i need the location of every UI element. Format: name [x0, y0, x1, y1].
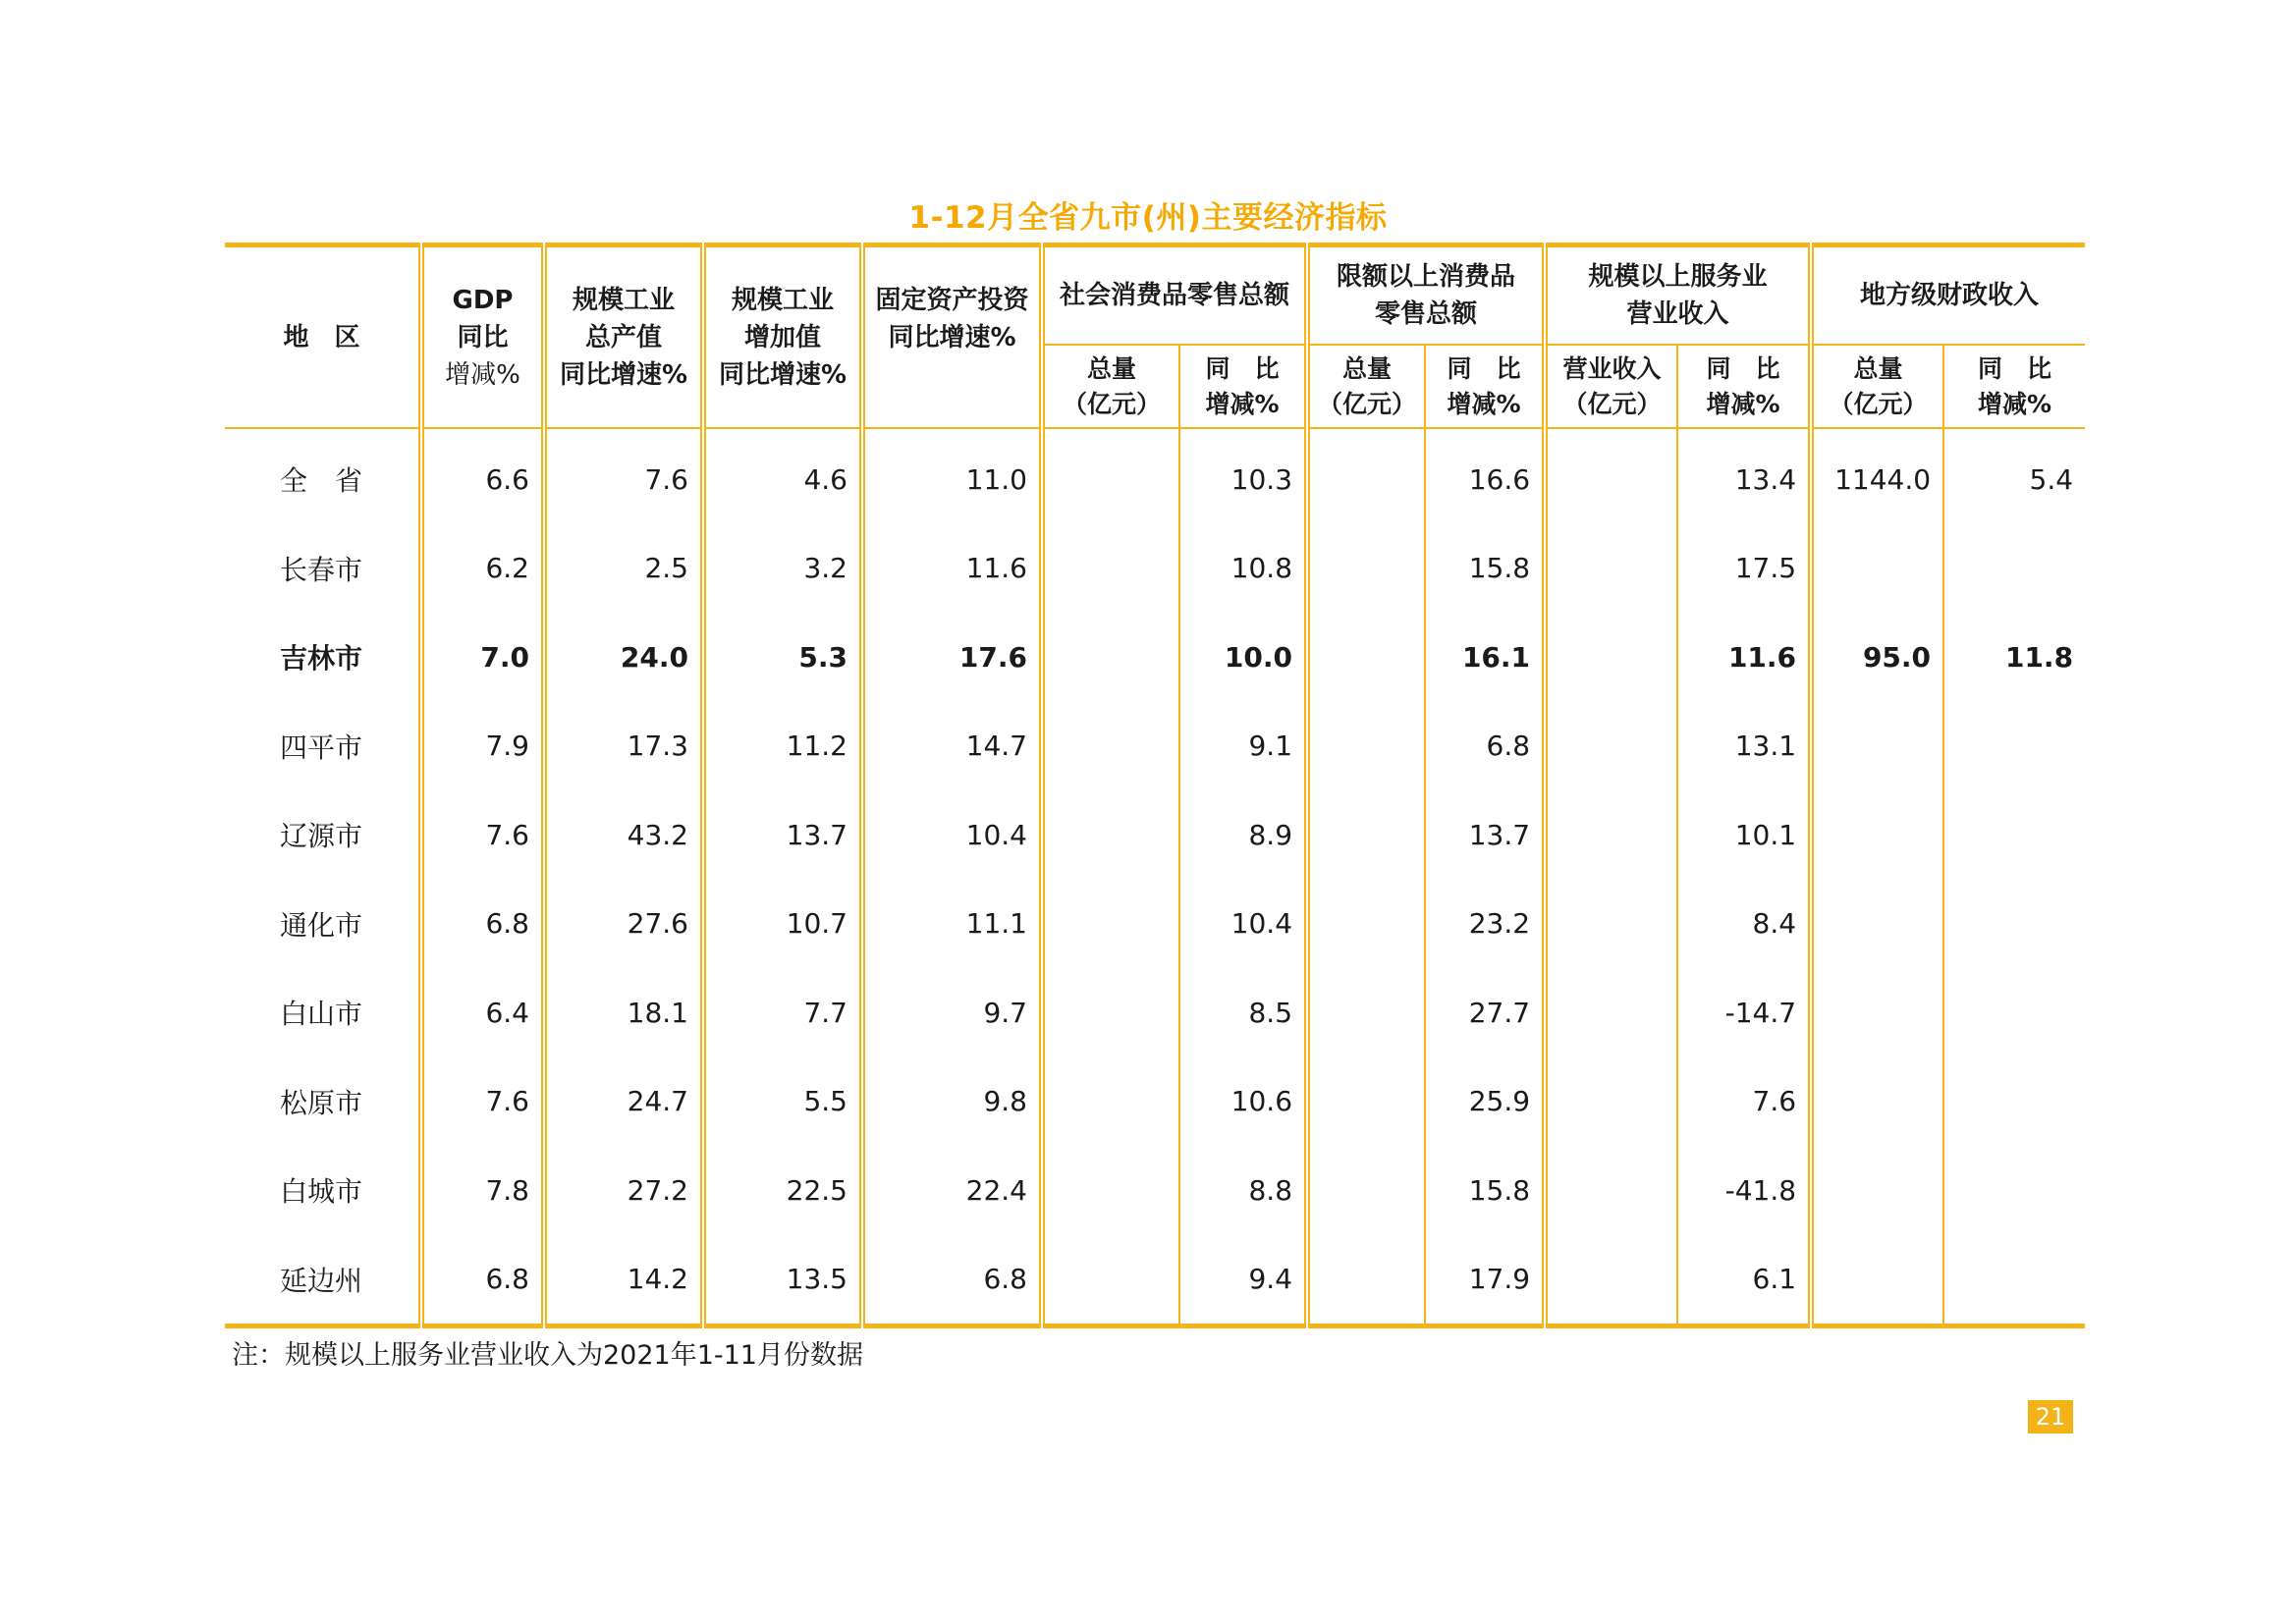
subheader-total: 总量 （亿元）: [1307, 345, 1425, 428]
value-cell-fiscal-total: [1811, 790, 1943, 880]
value-cell-fiscal-total: [1811, 1235, 1943, 1326]
value-cell-gdp: 7.9: [421, 702, 544, 791]
region-cell: 白城市: [225, 1146, 421, 1235]
value-cell-fiscal-total: [1811, 1146, 1943, 1235]
table-row: [225, 428, 2085, 524]
value-cell-retail-total: [1042, 1057, 1179, 1147]
value-cell-retail-yoy: 8.8: [1179, 1146, 1307, 1235]
value-cell-retail-yoy: 9.1: [1179, 702, 1307, 791]
table-row: [225, 1235, 2085, 1326]
value-cell-retail-yoy: 10.0: [1179, 613, 1307, 702]
value-cell-above-yoy: 27.7: [1425, 968, 1545, 1057]
value-cell-fiscal-total: [1811, 968, 1943, 1057]
value-cell-fiscal-yoy: [1943, 790, 2085, 880]
table-row: [225, 702, 2085, 791]
page-title: 1-12月全省九市(州)主要经济指标: [908, 200, 1388, 236]
subheader-total: 总量 （亿元）: [1042, 345, 1179, 428]
value-cell-ind-value: 10.7: [703, 880, 862, 969]
value-cell-fixed-inv: 22.4: [862, 1146, 1042, 1235]
value-cell-ind-value: 3.2: [703, 524, 862, 614]
value-cell-ind-output: 2.5: [544, 524, 703, 614]
value-cell-svc-yoy: 10.1: [1677, 790, 1811, 880]
value-cell-ind-output: 43.2: [544, 790, 703, 880]
value-cell-gdp: 7.8: [421, 1146, 544, 1235]
value-cell-retail-total: [1042, 1235, 1179, 1326]
value-cell-gdp: 6.8: [421, 1235, 544, 1326]
value-cell-ind-output: 27.6: [544, 880, 703, 969]
value-cell-svc-revenue: [1545, 428, 1677, 524]
table-row: [225, 524, 2085, 614]
value-cell-retail-total: [1042, 524, 1179, 614]
value-cell-svc-revenue: [1545, 613, 1677, 702]
value-cell-ind-value: 22.5: [703, 1146, 862, 1235]
value-cell-fiscal-yoy: [1943, 524, 2085, 614]
value-cell-gdp: 7.6: [421, 790, 544, 880]
value-cell-fiscal-yoy: 11.8: [1943, 613, 2085, 702]
value-cell-svc-yoy: 13.4: [1677, 428, 1811, 524]
header-gdp: GDP 同比 增减%: [421, 245, 544, 429]
value-cell-fiscal-yoy: [1943, 880, 2085, 969]
value-cell-above-total: [1307, 1146, 1425, 1235]
value-cell-retail-yoy: 10.4: [1179, 880, 1307, 969]
value-cell-svc-yoy: 11.6: [1677, 613, 1811, 702]
value-cell-fiscal-yoy: [1943, 702, 2085, 791]
region-cell: 松原市: [225, 1057, 421, 1147]
value-cell-above-total: [1307, 1235, 1425, 1326]
region-cell: 长春市: [225, 524, 421, 614]
value-cell-ind-value: 11.2: [703, 702, 862, 791]
region-cell: 吉林市: [225, 613, 421, 702]
value-cell-ind-value: 5.5: [703, 1057, 862, 1147]
value-cell-fixed-inv: 10.4: [862, 790, 1042, 880]
value-cell-above-yoy: 16.1: [1425, 613, 1545, 702]
value-cell-above-yoy: 16.6: [1425, 428, 1545, 524]
subheader-yoy: 同 比 增减%: [1677, 345, 1811, 428]
value-cell-svc-yoy: 13.1: [1677, 702, 1811, 791]
value-cell-retail-total: [1042, 790, 1179, 880]
header-fixed-investment: 固定资产投资 同比增速%: [862, 245, 1042, 429]
table-row: [225, 1057, 2085, 1147]
value-cell-above-yoy: 17.9: [1425, 1235, 1545, 1326]
header-industrial-value-added: 规模工业 增加值 同比增速%: [703, 245, 862, 429]
value-cell-ind-output: 17.3: [544, 702, 703, 791]
value-cell-fixed-inv: 6.8: [862, 1235, 1042, 1326]
value-cell-svc-revenue: [1545, 790, 1677, 880]
value-cell-above-yoy: 23.2: [1425, 880, 1545, 969]
region-cell: 延边州: [225, 1235, 421, 1326]
value-cell-retail-yoy: 10.3: [1179, 428, 1307, 524]
header-region: 地 区: [225, 245, 421, 429]
value-cell-svc-yoy: 17.5: [1677, 524, 1811, 614]
value-cell-above-total: [1307, 702, 1425, 791]
header-retail-sales: 社会消费品零售总额: [1042, 245, 1307, 346]
value-cell-fiscal-total: [1811, 524, 1943, 614]
value-cell-svc-revenue: [1545, 1146, 1677, 1235]
value-cell-fixed-inv: 9.8: [862, 1057, 1042, 1147]
value-cell-above-yoy: 6.8: [1425, 702, 1545, 791]
value-cell-ind-output: 24.0: [544, 613, 703, 702]
value-cell-svc-yoy: -41.8: [1677, 1146, 1811, 1235]
value-cell-fiscal-total: [1811, 702, 1943, 791]
value-cell-fixed-inv: 11.0: [862, 428, 1042, 524]
value-cell-fixed-inv: 9.7: [862, 968, 1042, 1057]
value-cell-above-total: [1307, 968, 1425, 1057]
value-cell-fiscal-yoy: [1943, 968, 2085, 1057]
page-number: 21: [2028, 1400, 2073, 1434]
value-cell-svc-revenue: [1545, 880, 1677, 969]
table-row: [225, 790, 2085, 880]
value-cell-fiscal-yoy: [1943, 1146, 2085, 1235]
value-cell-ind-output: 24.7: [544, 1057, 703, 1147]
value-cell-ind-value: 5.3: [703, 613, 862, 702]
value-cell-ind-output: 18.1: [544, 968, 703, 1057]
value-cell-retail-yoy: 9.4: [1179, 1235, 1307, 1326]
value-cell-above-total: [1307, 880, 1425, 969]
value-cell-retail-total: [1042, 968, 1179, 1057]
value-cell-fiscal-total: [1811, 1057, 1943, 1147]
value-cell-fiscal-yoy: 5.4: [1943, 428, 2085, 524]
header-retail-above-quota: 限额以上消费品 零售总额: [1307, 245, 1545, 346]
value-cell-gdp: 6.6: [421, 428, 544, 524]
value-cell-above-total: [1307, 524, 1425, 614]
value-cell-svc-revenue: [1545, 524, 1677, 614]
value-cell-svc-yoy: -14.7: [1677, 968, 1811, 1057]
footnote: 注：规模以上服务业营业收入为2021年1-11月份数据: [232, 1340, 863, 1371]
value-cell-above-total: [1307, 428, 1425, 524]
table-row: [225, 1146, 2085, 1235]
value-cell-fixed-inv: 11.1: [862, 880, 1042, 969]
value-cell-ind-output: 7.6: [544, 428, 703, 524]
value-cell-svc-yoy: 6.1: [1677, 1235, 1811, 1326]
value-cell-above-total: [1307, 790, 1425, 880]
value-cell-fixed-inv: 11.6: [862, 524, 1042, 614]
value-cell-svc-revenue: [1545, 1235, 1677, 1326]
value-cell-ind-value: 13.5: [703, 1235, 862, 1326]
subheader-total: 总量 （亿元）: [1811, 345, 1943, 428]
value-cell-svc-revenue: [1545, 968, 1677, 1057]
value-cell-retail-total: [1042, 880, 1179, 969]
region-cell: 白山市: [225, 968, 421, 1057]
subheader-yoy: 同 比 增减%: [1425, 345, 1545, 428]
value-cell-above-yoy: 15.8: [1425, 524, 1545, 614]
value-cell-above-total: [1307, 1057, 1425, 1147]
subheader-yoy: 同 比 增减%: [1943, 345, 2085, 428]
value-cell-retail-yoy: 8.5: [1179, 968, 1307, 1057]
value-cell-gdp: 6.8: [421, 880, 544, 969]
value-cell-svc-revenue: [1545, 1057, 1677, 1147]
value-cell-fiscal-total: [1811, 880, 1943, 969]
value-cell-above-total: [1307, 613, 1425, 702]
value-cell-fixed-inv: 14.7: [862, 702, 1042, 791]
value-cell-above-yoy: 13.7: [1425, 790, 1545, 880]
region-cell: 辽源市: [225, 790, 421, 880]
value-cell-fiscal-yoy: [1943, 1235, 2085, 1326]
value-cell-ind-value: 7.7: [703, 968, 862, 1057]
value-cell-ind-value: 4.6: [703, 428, 862, 524]
value-cell-gdp: 6.2: [421, 524, 544, 614]
value-cell-retail-yoy: 10.6: [1179, 1057, 1307, 1147]
value-cell-retail-yoy: 10.8: [1179, 524, 1307, 614]
value-cell-gdp: 6.4: [421, 968, 544, 1057]
value-cell-retail-yoy: 8.9: [1179, 790, 1307, 880]
value-cell-retail-total: [1042, 428, 1179, 524]
value-cell-retail-total: [1042, 702, 1179, 791]
table-row: [225, 880, 2085, 969]
value-cell-fiscal-total: 95.0: [1811, 613, 1943, 702]
region-cell: 通化市: [225, 880, 421, 969]
value-cell-retail-total: [1042, 1146, 1179, 1235]
value-cell-svc-yoy: 7.6: [1677, 1057, 1811, 1147]
table-row: [225, 613, 2085, 702]
value-cell-svc-yoy: 8.4: [1677, 880, 1811, 969]
value-cell-fixed-inv: 17.6: [862, 613, 1042, 702]
subheader-revenue: 营业收入 （亿元）: [1545, 345, 1677, 428]
value-cell-gdp: 7.0: [421, 613, 544, 702]
value-cell-above-yoy: 25.9: [1425, 1057, 1545, 1147]
value-cell-fiscal-total: 1144.0: [1811, 428, 1943, 524]
table-row: [225, 968, 2085, 1057]
indicators-table: [225, 243, 2085, 1328]
value-cell-ind-output: 27.2: [544, 1146, 703, 1235]
value-cell-gdp: 7.6: [421, 1057, 544, 1147]
value-cell-fiscal-yoy: [1943, 1057, 2085, 1147]
header-services-revenue: 规模以上服务业 营业收入: [1545, 245, 1811, 346]
value-cell-above-yoy: 15.8: [1425, 1146, 1545, 1235]
header-fiscal-revenue: 地方级财政收入: [1811, 245, 2085, 346]
subheader-yoy: 同 比 增减%: [1179, 345, 1307, 428]
region-cell: 全 省: [225, 428, 421, 524]
value-cell-ind-output: 14.2: [544, 1235, 703, 1326]
value-cell-retail-total: [1042, 613, 1179, 702]
header-industrial-output: 规模工业 总产值 同比增速%: [544, 245, 703, 429]
value-cell-ind-value: 13.7: [703, 790, 862, 880]
value-cell-svc-revenue: [1545, 702, 1677, 791]
region-cell: 四平市: [225, 702, 421, 791]
